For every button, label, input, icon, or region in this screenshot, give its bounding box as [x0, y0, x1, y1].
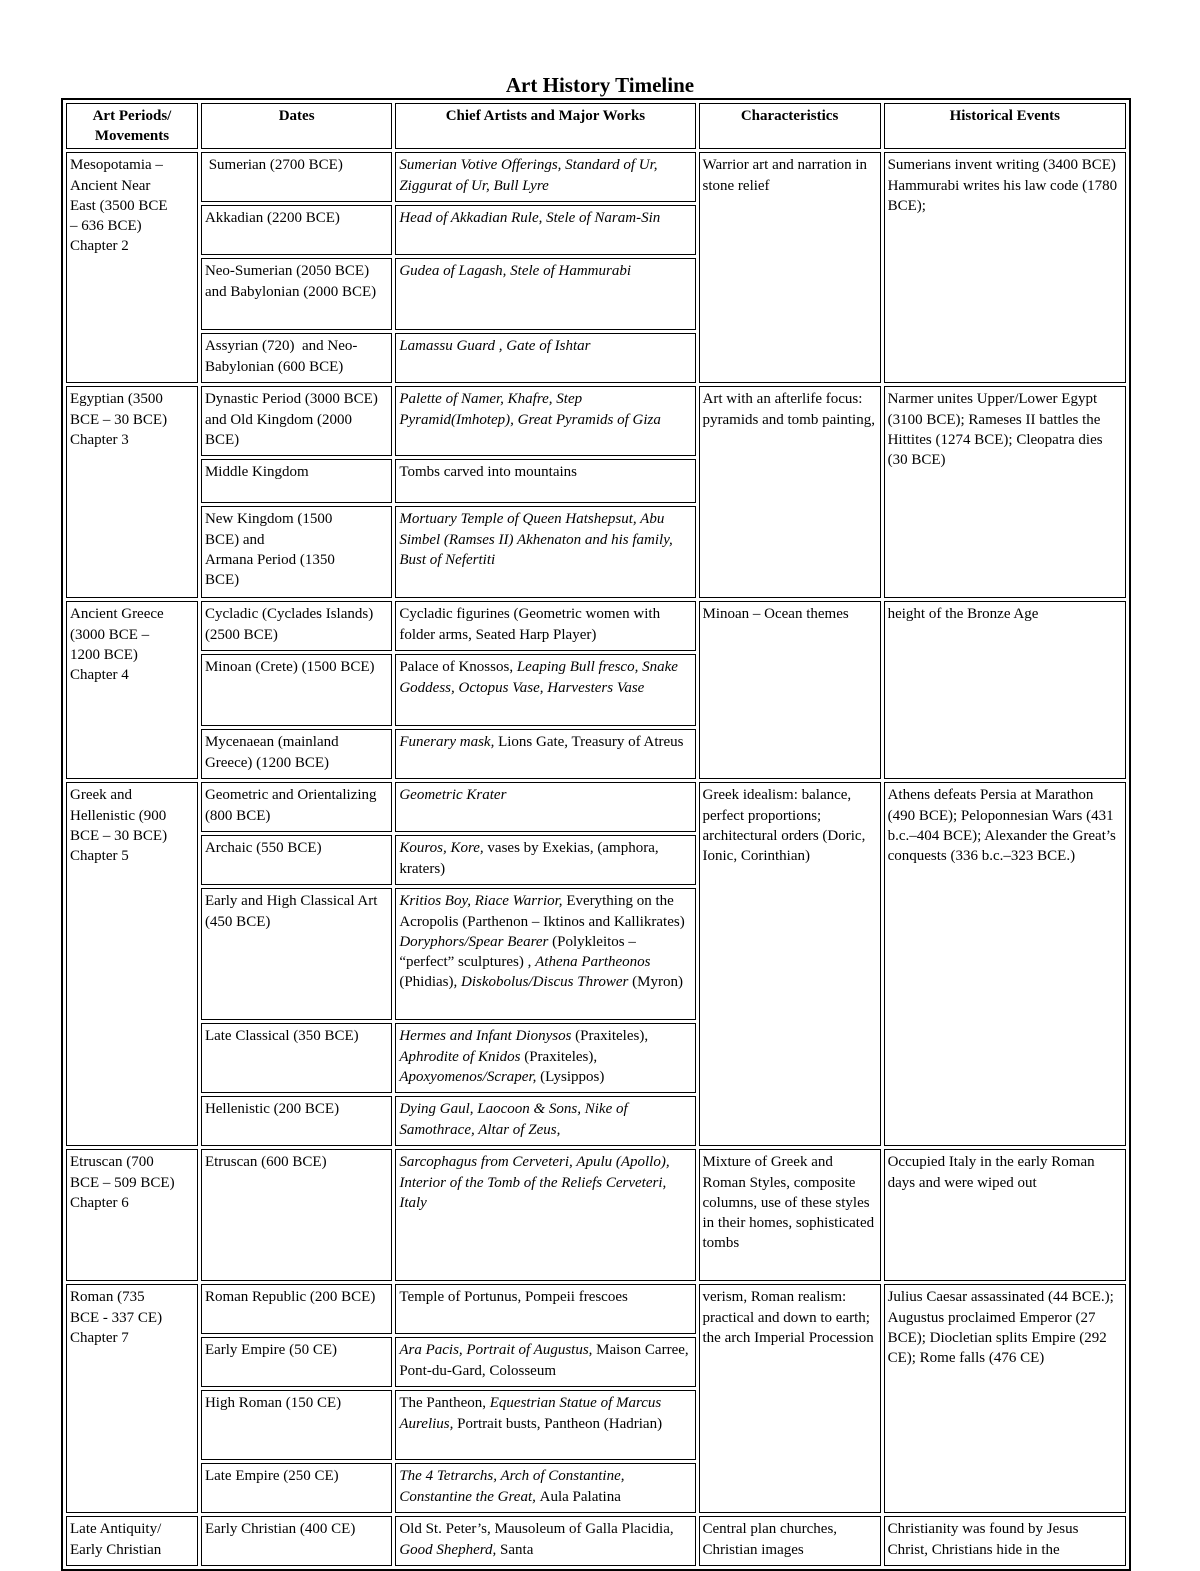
works-text: Hermes and Infant Dionysos	[399, 1028, 572, 1045]
works-cell	[395, 1516, 695, 1566]
characteristics-cell: Warrior art and narration in stone relief	[699, 152, 881, 383]
date-cell: Cycladic (Cyclades Islands) (2500 BCE)	[201, 601, 392, 651]
period-cell: Late Antiquity/ Early Christian	[66, 1516, 198, 1566]
works-cell	[395, 835, 695, 885]
date-cell: Etruscan (600 BCE)	[201, 1149, 392, 1281]
period-cell: Ancient Greece (3000 BCE – 1200 BCE) Chapter 4	[66, 601, 198, 779]
works-text: Head of Akkadian Rule, Stele of Naram-Sin	[399, 210, 661, 227]
works-cell	[395, 386, 695, 456]
works-text: Mortuary Temple of Queen Hatshepsut, Abu Simbel (Ramses II) Akhenaton and his family, Bust of Nefertiti	[399, 511, 673, 568]
period-cell: Egyptian (3500 BCE – 30 BCE) Chapter 3	[66, 386, 198, 598]
works-text: Aphrodite of Knidos	[399, 1048, 521, 1065]
works-text: The 4 Tetrarchs, Arch of Constantine, Constantine the Great,	[399, 1468, 625, 1505]
characteristics-cell: Greek idealism: balance, perfect proportions; architectural orders (Doric, Ionic, Corinthian)	[699, 782, 881, 1146]
works-cell	[395, 1390, 695, 1460]
date-cell: Hellenistic (200 BCE)	[201, 1096, 392, 1146]
works-cell	[395, 1284, 695, 1334]
works-text: (Polykleitos – “perfect” sculptures) ,	[399, 933, 636, 971]
date-cell: Early and High Classical Art (450 BCE)	[201, 888, 392, 1020]
date-cell: Middle Kingdom	[201, 459, 392, 503]
works-text: Lions Gate, Treasury of Atreus	[498, 734, 684, 751]
header-row	[66, 103, 1126, 149]
header-dates: Dates	[201, 103, 392, 149]
works-text: Maison Carree, Pont-du-Gard, Colosseum	[399, 1342, 689, 1379]
works-text: Santa	[500, 1541, 534, 1558]
date-cell: Minoan (Crete) (1500 BCE)	[201, 654, 392, 726]
works-text: Kritios Boy, Riace Warrior,	[399, 893, 567, 910]
works-text: Leaping Bull fresco, Snake Goddess, Octopus Vase, Harvesters Vase	[399, 659, 678, 696]
works-text: Old St. Peter’s, Mausoleum of Galla Placidia,	[399, 1521, 674, 1538]
works-cell	[395, 205, 695, 255]
works-cell	[395, 888, 695, 1020]
works-text: Kouros, Kore,	[399, 840, 488, 857]
timeline-body	[66, 152, 1126, 1566]
works-cell	[395, 654, 695, 726]
works-text: (Lysippos)	[540, 1068, 605, 1085]
date-cell: Mycenaean (mainland Greece) (1200 BCE)	[201, 729, 392, 779]
date-cell: Akkadian (2200 BCE)	[201, 205, 392, 255]
works-text: The Pantheon,	[399, 1395, 490, 1412]
works-text: Everything on the Acropolis (Parthenon – Iktinos and Kallikrates)	[399, 893, 685, 930]
events-cell: Narmer unites Upper/Lower Egypt (3100 BCE); Rameses II battles the Hittites (1274 BCE); Cleopatra dies (30 BCE)	[884, 386, 1126, 598]
works-cell	[395, 1337, 695, 1387]
works-text: Palette of Namer, Khafre, Step Pyramid(Imhotep), Great Pyramids of Giza	[399, 391, 661, 428]
works-cell	[395, 1096, 695, 1146]
table-row	[66, 601, 1126, 651]
date-cell: Geometric and Orientalizing (800 BCE)	[201, 782, 392, 832]
works-text: Temple of Portunus, Pompeii frescoes	[399, 1289, 628, 1306]
page-title: Art History Timeline	[505, 73, 695, 97]
date-cell: New Kingdom (1500 BCE) and Armana Period (1350 BCE)	[201, 506, 392, 598]
date-cell: Assyrian (720) and Neo-Babylonian (600 BCE)	[201, 333, 392, 383]
characteristics-cell: verism, Roman realism: practical and down to earth; the arch Imperial Procession	[699, 1284, 881, 1513]
characteristics-cell: Art with an afterlife focus: pyramids and tomb painting,	[699, 386, 881, 598]
works-text: Sarcophagus from Cerveteri, Apulu (Apollo), Interior of the Tomb of the Reliefs Cerveteri, Italy	[399, 1154, 670, 1211]
header-events: Historical Events	[884, 103, 1126, 149]
events-cell: Christianity was found by Jesus Christ, Christians hide in the	[884, 1516, 1126, 1566]
works-text: Good Shepherd,	[399, 1541, 501, 1558]
table-row	[66, 1284, 1126, 1334]
works-cell	[395, 1149, 695, 1281]
header-periods: Art Periods/ Movements	[66, 103, 198, 149]
date-cell: Late Classical (350 BCE)	[201, 1023, 392, 1093]
events-cell: Julius Caesar assassinated (44 BCE.); Augustus proclaimed Emperor (27 BCE); Diocletian splits Empire (292 CE); Rome falls (476 CE)	[884, 1284, 1126, 1513]
date-cell: Neo-Sumerian (2050 BCE) and Babylonian (2000 BCE)	[201, 258, 392, 330]
works-cell	[395, 601, 695, 651]
events-cell: height of the Bronze Age	[884, 601, 1126, 779]
date-cell: Early Christian (400 CE)	[201, 1516, 392, 1566]
works-text: Diskobolus/Discus Thrower	[461, 974, 629, 991]
works-cell	[395, 258, 695, 330]
date-cell: Dynastic Period (3000 BCE) and Old Kingdom (2000 BCE)	[201, 386, 392, 456]
works-text: (Myron)	[628, 974, 683, 991]
events-cell: Occupied Italy in the early Roman days and were wiped out	[884, 1149, 1126, 1281]
period-cell: Mesopotamia – Ancient Near East (3500 BCE – 636 BCE) Chapter 2	[66, 152, 198, 383]
works-cell	[395, 333, 695, 383]
date-cell: High Roman (150 CE)	[201, 1390, 392, 1460]
works-text: Ara Pacis, Portrait of Augustus,	[399, 1342, 597, 1359]
period-cell: Etruscan (700 BCE – 509 BCE) Chapter 6	[66, 1149, 198, 1281]
header-characteristics: Characteristics	[699, 103, 881, 149]
works-cell	[395, 506, 695, 598]
works-cell	[395, 1023, 695, 1093]
works-text: Palace of Knossos,	[399, 659, 517, 676]
works-text: Tombs carved into mountains	[399, 464, 578, 481]
table-row	[66, 152, 1126, 202]
date-cell: Early Empire (50 CE)	[201, 1337, 392, 1387]
works-text: (Praxiteles),	[571, 1028, 649, 1045]
works-text: Equestrian Statue of Marcus Aurelius,	[399, 1395, 662, 1432]
characteristics-cell: Central plan churches, Christian images	[699, 1516, 881, 1566]
date-cell: Sumerian (2700 BCE)	[201, 152, 392, 202]
works-text: Dying Gaul, Laocoon & Sons, Nike of Samothrace, Altar of Zeus,	[399, 1101, 628, 1138]
events-cell: Sumerians invent writing (3400 BCE) Hammurabi writes his law code (1780 BCE);	[884, 152, 1126, 383]
works-text: vases by Exekias, (amphora, kraters)	[399, 840, 659, 877]
timeline-table	[61, 98, 1131, 1571]
table-row	[66, 386, 1126, 456]
characteristics-cell: Minoan – Ocean themes	[699, 601, 881, 779]
table-row	[66, 782, 1126, 832]
period-cell: Roman (735 BCE - 337 CE) Chapter 7	[66, 1284, 198, 1513]
table-row	[66, 1149, 1126, 1281]
works-text: Aula Palatina	[539, 1488, 621, 1505]
works-text: Doryphors/Spear Bearer	[399, 933, 549, 950]
works-text: Sumerian Votive Offerings, Standard of Ur, Ziggurat of Ur, Bull Lyre	[399, 157, 658, 194]
period-cell: Greek and Hellenistic (900 BCE – 30 BCE) Chapter 5	[66, 782, 198, 1146]
works-text: Gudea of Lagash, Stele of Hammurabi	[399, 263, 632, 280]
works-cell	[395, 459, 695, 503]
works-cell	[395, 152, 695, 202]
header-works: Chief Artists and Major Works	[395, 103, 695, 149]
table-row	[66, 1516, 1126, 1566]
works-text: Lamassu Guard , Gate of Ishtar	[399, 338, 591, 355]
works-cell	[395, 1463, 695, 1513]
works-cell	[395, 729, 695, 779]
date-cell: Late Empire (250 CE)	[201, 1463, 392, 1513]
date-cell: Roman Republic (200 BCE)	[201, 1284, 392, 1334]
works-text: (Praxiteles),	[520, 1048, 598, 1065]
works-text: Geometric Krater	[399, 787, 507, 804]
works-text: (Phidias),	[399, 974, 462, 991]
events-cell: Athens defeats Persia at Marathon (490 BCE); Peloponnesian Wars (431 b.c.–404 BCE); Alexander the Great’s conquests (336 b.c.–323 BCE.)	[884, 782, 1126, 1146]
works-cell	[395, 782, 695, 832]
works-text: Funerary mask,	[399, 734, 499, 751]
characteristics-cell: Mixture of Greek and Roman Styles, composite columns, use of these styles in their homes, sophisticated tombs	[699, 1149, 881, 1281]
date-cell: Archaic (550 BCE)	[201, 835, 392, 885]
works-text: Apoxyomenos/Scraper,	[399, 1068, 541, 1085]
works-text: Cycladic figurines (Geometric women with folder arms, Seated Harp Player)	[399, 606, 661, 643]
works-text: Portrait busts, Pantheon (Hadrian)	[457, 1415, 663, 1432]
works-text: Athena Partheonos	[535, 954, 651, 971]
